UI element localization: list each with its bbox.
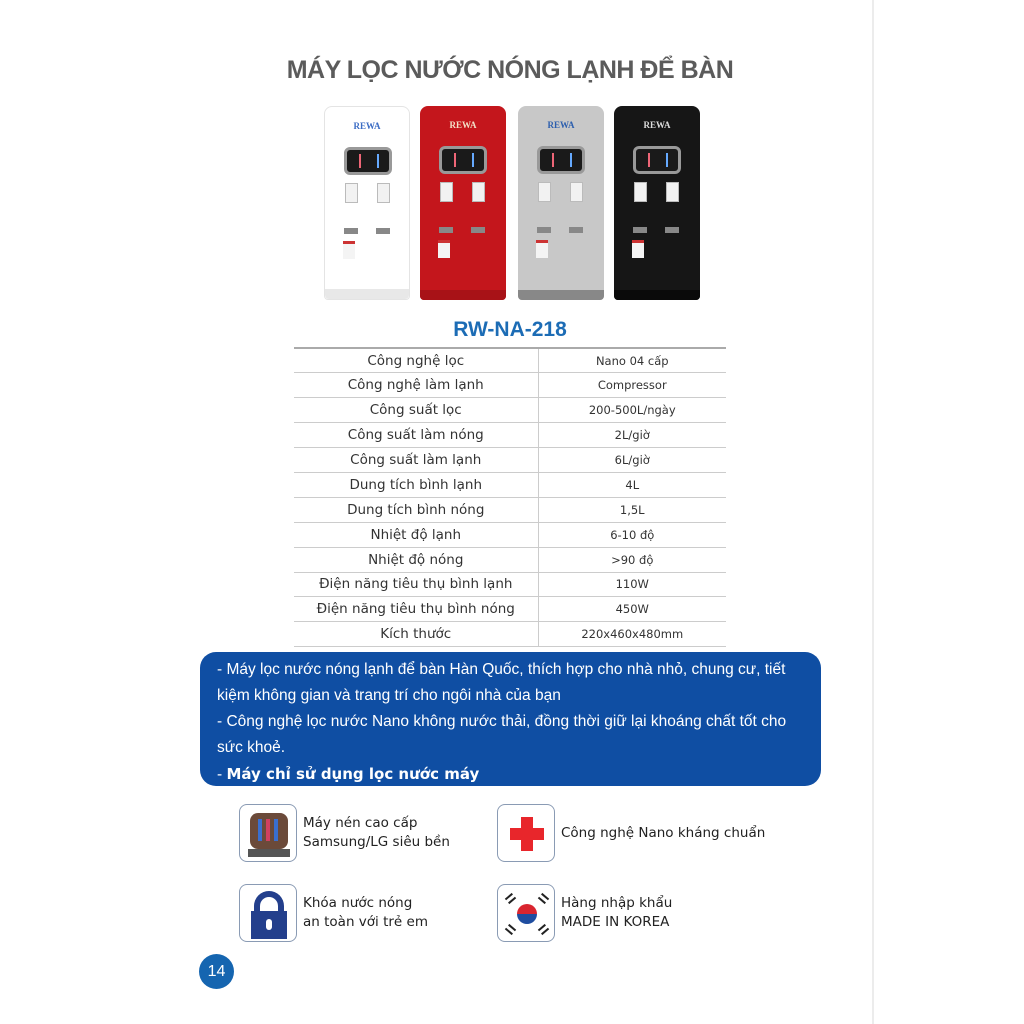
feature-lock [239,884,428,942]
spec-row [294,472,726,497]
spec-row [294,373,726,398]
water-dispenser-image [518,106,604,300]
spec-label: Dung tích bình lạnh [294,472,538,497]
water-dispenser-image [420,106,506,300]
description-line: - Công nghệ lọc nước Nano không nước thải, đồng thời giữ lại khoáng chất tốt cho sức khoẻ. [217,713,787,756]
spec-label: Công nghệ làm lạnh [294,373,538,398]
feature-text: an toàn với trẻ em [303,914,428,930]
feature-text: MADE IN KOREA [561,914,670,930]
spec-label: Công suất làm lạnh [294,448,538,473]
spec-label: Công nghệ lọc [294,348,538,373]
model-name: RW-NA-218 [453,318,567,341]
spec-label: Công suất lọc [294,398,538,423]
feature-text: Công nghệ Nano kháng chuẩn [561,824,766,841]
description-box [200,652,821,786]
page-edge [872,0,874,1024]
spec-value: Nano 04 cấp [538,348,726,373]
spec-label: Nhiệt độ nóng [294,547,538,572]
feature-text: Hàng nhập khẩu [561,895,673,911]
description-warning: Máy chỉ sử dụng lọc nước máy [226,765,480,783]
spec-value: 6-10 độ [538,522,726,547]
spec-table [294,347,726,647]
brand-logo: REWA [547,120,575,130]
spec-label: Công suất làm nóng [294,423,538,448]
feature-text: Khóa nước nóng [303,895,413,911]
description-line: - Máy lọc nước nóng lạnh để bàn Hàn Quốc, thích hợp cho nhà nhỏ, chung cư, tiết kiệm không gian và trang trí cho ngôi nhà của bạn [217,661,786,704]
feature-korea [497,884,672,942]
feature-text: Samsung/LG siêu bền [303,834,450,850]
brand-logo: REWA [353,121,381,131]
spec-row [294,398,726,423]
spec-row [294,497,726,522]
lock-icon [239,884,297,942]
spec-label: Điện năng tiêu thụ bình nóng [294,597,538,622]
brand-logo: REWA [449,120,477,130]
red-cross-icon [497,804,555,862]
feature-nano [497,804,765,862]
spec-value: 1,5L [538,497,726,522]
spec-row [294,448,726,473]
spec-value: 200-500L/ngày [538,398,726,423]
spec-value: 450W [538,597,726,622]
brand-logo: REWA [643,120,671,130]
spec-label: Điện năng tiêu thụ bình lạnh [294,572,538,597]
spec-value: Compressor [538,373,726,398]
spec-value: 2L/giờ [538,423,726,448]
spec-row [294,348,726,373]
spec-label: Kích thước [294,622,538,647]
description-prefix: - [217,766,227,783]
spec-value: 220x460x480mm [538,622,726,647]
feature-text: Máy nén cao cấp [303,815,418,831]
spec-label: Dung tích bình nóng [294,497,538,522]
spec-label: Nhiệt độ lạnh [294,522,538,547]
spec-row [294,423,726,448]
water-dispenser-image [614,106,700,300]
spec-value: 4L [538,472,726,497]
spec-row [294,572,726,597]
korea-flag-icon [497,884,555,942]
page-title: MÁY LỌC NƯỚC NÓNG LẠNH ĐỂ BÀN [286,56,734,84]
spec-value: 110W [538,572,726,597]
water-dispenser-image [324,106,410,300]
compressor-icon [239,804,297,862]
spec-row [294,597,726,622]
spec-value: 6L/giờ [538,448,726,473]
feature-compressor [239,804,450,862]
spec-row [294,547,726,572]
page-number: 14 [199,954,234,989]
spec-value: >90 độ [538,547,726,572]
spec-row [294,522,726,547]
spec-row [294,622,726,647]
